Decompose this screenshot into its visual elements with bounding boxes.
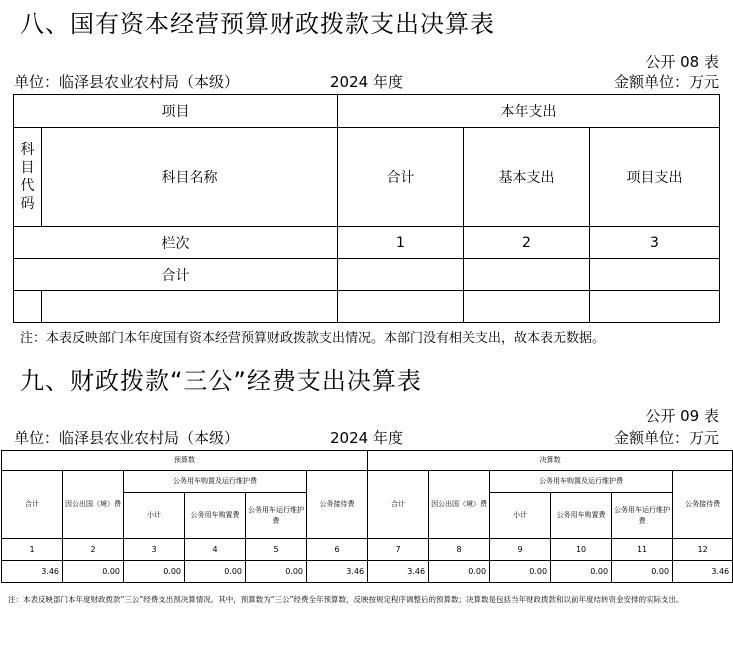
section8-table (13, 94, 720, 323)
header-final-subtotal: 小计 (490, 493, 551, 539)
header-budget-vehicle-operation: 公务用车运行维护费 (246, 493, 307, 539)
column-number: 2 (464, 227, 590, 259)
header-project-expense: 项目支出 (590, 128, 720, 227)
header-subject-code (14, 128, 42, 227)
column-number: 10 (551, 539, 612, 561)
section9-note: 注：本表反映部门本年度财政拨款“三公”经费支出预决算情况。其中，预算数为“三公”经费全年预算数，反映按规定程序调整后的预算数；决算数是包括当年财政拨款和以前年度结转资金安排的实际支出。 (8, 595, 684, 604)
value-cell: 0.00 (490, 561, 551, 583)
column-number: 7 (368, 539, 429, 561)
empty-cell (14, 291, 42, 323)
column-number-row (2, 539, 733, 561)
header-final-vehicle-operation: 公务用车运行维护费 (612, 493, 673, 539)
subject-code-char: 代 (20, 178, 35, 194)
header-subject-name: 科目名称 (42, 128, 338, 227)
value-cell: 3.46 (673, 561, 733, 583)
section9-amount-unit: 金额单位：万元 (613, 429, 719, 447)
subject-code-char: 目 (20, 160, 35, 176)
header-project: 项目 (14, 95, 338, 128)
column-number: 2 (63, 539, 124, 561)
value-cell: 0.00 (63, 561, 124, 583)
column-number: 6 (307, 539, 368, 561)
section8-note: 注：本表反映部门本年度国有资本经营预算财政拨款支出情况。本部门没有相关支出，故本表无数据。 (20, 331, 606, 346)
empty-cell (42, 291, 338, 323)
subject-code-char: 科 (20, 142, 35, 158)
column-number: 11 (612, 539, 673, 561)
header-final-vehicle-purchase: 公务用车购置费 (551, 493, 612, 539)
column-number: 3 (124, 539, 185, 561)
section9-year: 2024 年度 (330, 429, 403, 447)
section8-form-no: 公开 08 表 (645, 53, 719, 71)
header-final-abroad: 因公出国（境）费 (429, 471, 490, 539)
value-cell: 3.46 (368, 561, 429, 583)
column-number: 5 (246, 539, 307, 561)
column-number: 1 (338, 227, 464, 259)
section8-title: 八、国有资本经营预算财政拨款支出决算表 (20, 10, 495, 38)
section8-amount-unit: 金额单位：万元 (613, 73, 719, 91)
header-final-vehicle: 公务用车购置及运行维护费 (490, 471, 673, 493)
header-final: 决算数 (368, 451, 733, 471)
section9-unit: 单位：临泽县农业农村局（本级） (14, 429, 240, 447)
value-cell: 3.46 (307, 561, 368, 583)
value-cell: 0.00 (124, 561, 185, 583)
header-budget: 预算数 (2, 451, 368, 471)
value-cell: 0.00 (246, 561, 307, 583)
total-cell (590, 259, 720, 291)
header-final-total: 合计 (368, 471, 429, 539)
value-cell: 0.00 (551, 561, 612, 583)
column-number: 3 (590, 227, 720, 259)
section9-form-no: 公开 09 表 (645, 407, 719, 425)
header-current-year-expense: 本年支出 (338, 95, 720, 128)
header-basic: 基本支出 (464, 128, 590, 227)
value-row (2, 561, 733, 583)
value-cell: 3.46 (2, 561, 63, 583)
header-budget-vehicle: 公务用车购置及运行维护费 (124, 471, 307, 493)
header-budget-total: 合计 (2, 471, 63, 539)
section8-year: 2024 年度 (330, 73, 403, 91)
header-final-reception: 公务接待费 (673, 471, 733, 539)
section9-title: 九、财政拨款“三公”经费支出决算表 (20, 367, 422, 395)
subject-code-char: 码 (20, 196, 35, 212)
section8-unit: 单位：临泽县农业农村局（本级） (14, 73, 240, 91)
column-row-label: 栏次 (14, 227, 338, 259)
total-row-label: 合计 (14, 259, 338, 291)
header-budget-reception: 公务接待费 (307, 471, 368, 539)
empty-cell (590, 291, 720, 323)
header-budget-abroad: 因公出国（境）费 (63, 471, 124, 539)
column-number: 12 (673, 539, 733, 561)
column-number: 4 (185, 539, 246, 561)
header-budget-vehicle-purchase: 公务用车购置费 (185, 493, 246, 539)
header-total: 合计 (338, 128, 464, 227)
empty-cell (338, 291, 464, 323)
empty-cell (464, 291, 590, 323)
column-number: 9 (490, 539, 551, 561)
value-cell: 0.00 (429, 561, 490, 583)
total-cell (464, 259, 590, 291)
column-number: 8 (429, 539, 490, 561)
column-number: 1 (2, 539, 63, 561)
header-budget-subtotal: 小计 (124, 493, 185, 539)
value-cell: 0.00 (612, 561, 673, 583)
value-cell: 0.00 (185, 561, 246, 583)
section9-table (1, 450, 733, 583)
total-cell (338, 259, 464, 291)
